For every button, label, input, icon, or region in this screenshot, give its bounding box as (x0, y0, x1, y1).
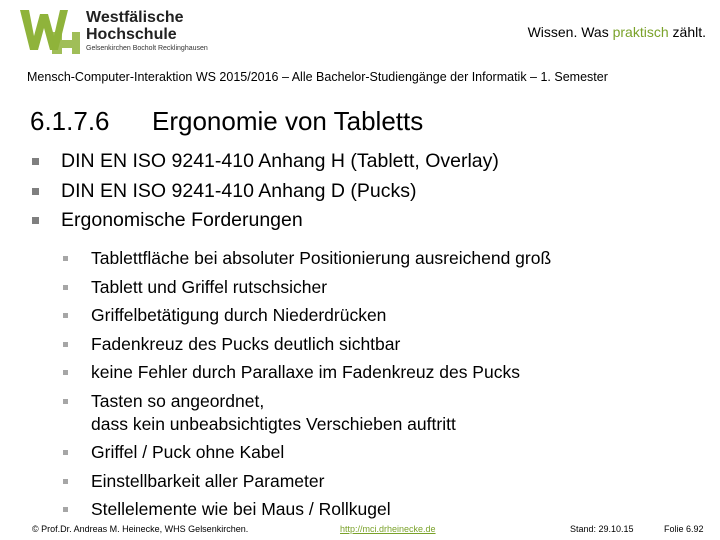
sub-bullet-text: Tablett und Griffel rutschsicher (91, 276, 328, 297)
slogan-text-end: zählt. (668, 24, 706, 40)
square-bullet-icon (63, 370, 68, 375)
bullet-text: Ergonomische Forderungen (61, 209, 303, 231)
list-item (30, 206, 499, 236)
sub-bullet-text: Tablettfläche bei absoluter Positionierung ausreichend groß (91, 248, 552, 268)
square-bullet-icon (63, 256, 68, 261)
sub-bullet-text: Griffel / Puck ohne Kabel (91, 442, 285, 462)
list-item (63, 467, 551, 496)
slide-title (30, 106, 423, 137)
sub-bullet-text: keine Fehler durch Parallaxe im Fadenkreuz des Pucks (91, 362, 520, 382)
slogan (528, 24, 706, 40)
footer-link[interactable]: http://mci.drheinecke.de (340, 524, 436, 534)
list-item (63, 273, 551, 302)
footer-slide-number: Folie 6.92 (664, 524, 704, 534)
logo-subtitle: Gelsenkirchen Bocholt Recklinghausen (86, 45, 208, 52)
slogan-highlight: praktisch (612, 24, 669, 40)
sub-bullet-text: Stellelemente wie bei Maus / Rollkugel (91, 499, 391, 519)
list-item (63, 301, 551, 330)
logo-mark-icon (18, 6, 80, 54)
square-bullet-icon (32, 217, 39, 224)
sub-bullet-list (63, 244, 551, 524)
main-bullet-list (30, 147, 499, 236)
slide-title-text: Ergonomie von Tabletts (152, 106, 424, 136)
slide-number: 6.1.7.6 (30, 106, 110, 136)
square-bullet-icon (63, 450, 68, 455)
list-item (63, 358, 551, 387)
list-item (30, 147, 499, 177)
list-item (63, 330, 551, 359)
bullet-text: DIN EN ISO 9241-410 Anhang H (Tablett, Overlay) (61, 150, 499, 172)
square-bullet-icon (63, 399, 68, 404)
square-bullet-icon (63, 507, 68, 512)
square-bullet-icon (63, 285, 68, 290)
list-item (63, 495, 551, 524)
list-item (30, 177, 499, 207)
sub-bullet-text: Tasten so angeordnet, dass kein unbeabsichtigtes Verschieben auftritt (91, 390, 456, 434)
square-bullet-icon (32, 188, 39, 195)
square-bullet-icon (63, 342, 68, 347)
sub-bullet-text: Griffelbetätigung durch Niederdrücken (91, 305, 387, 325)
university-logo (18, 6, 228, 56)
slogan-text: Wissen. Was (527, 24, 613, 40)
sub-bullet-text: Einstellbarkeit aller Parameter (91, 470, 325, 491)
bullet-text: DIN EN ISO 9241-410 Anhang D (Pucks) (61, 179, 417, 202)
sub-bullet-text: Fadenkreuz des Pucks deutlich sichtbar (91, 333, 401, 354)
course-line: Mensch-Computer-Interaktion WS 2015/2016 – Alle Bachelor-Studiengänge der Informatik – 1. Semester (27, 70, 608, 84)
list-item (63, 387, 551, 439)
logo-name: Westfälische Hochschule (86, 9, 184, 43)
square-bullet-icon (32, 158, 39, 165)
footer-date: Stand: 29.10.15 (570, 524, 634, 534)
list-item (63, 438, 551, 467)
square-bullet-icon (63, 479, 68, 484)
footer-author: © Prof.Dr. Andreas M. Heinecke, WHS Gelsenkirchen. (32, 524, 249, 534)
square-bullet-icon (63, 313, 68, 318)
list-item (63, 244, 551, 273)
